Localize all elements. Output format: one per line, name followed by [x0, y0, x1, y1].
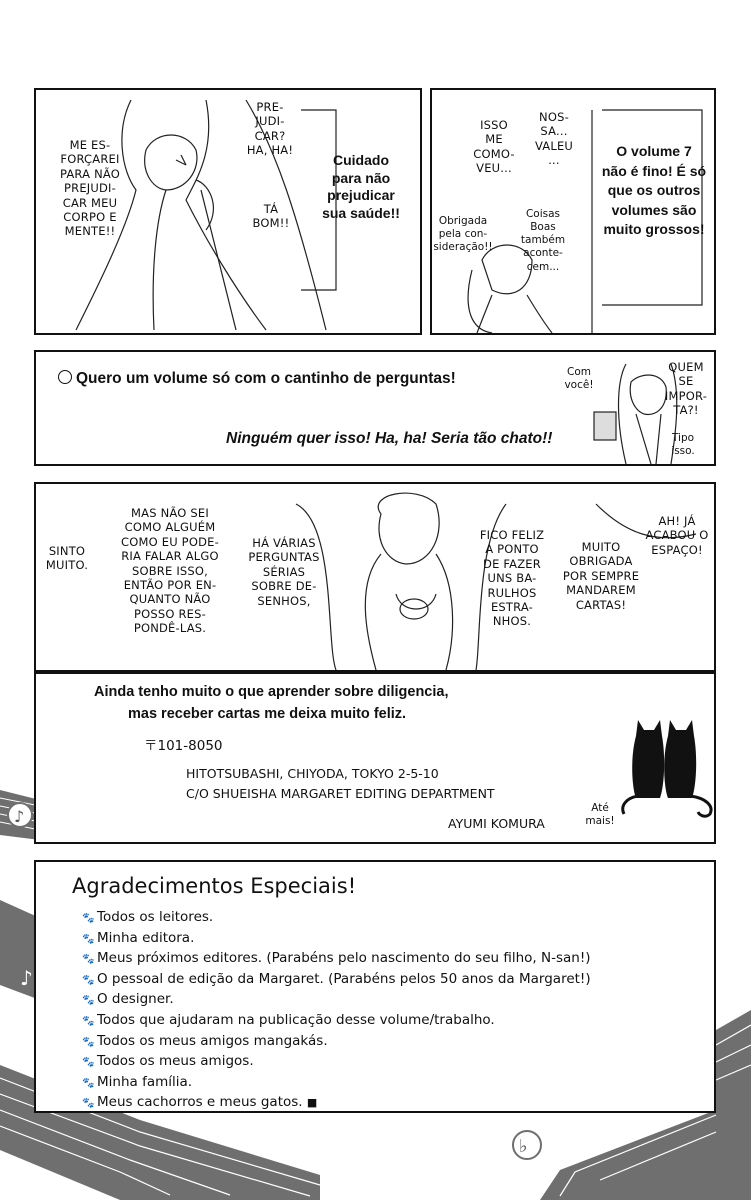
list-item-text: Todos os leitores. — [97, 909, 214, 925]
speech-bubble-ah-ja: AH! JÁ ACABOU O ESPAÇO! — [645, 514, 709, 557]
speech-bubble-mas-nao: MAS NÃO SEI COMO ALGUÉM COMO EU PODE- RIA FALAR ALGO SOBRE ISSO, ENTÃO POR EN- QUANTO NÃO POSSO RES- PONDÊ-LAS. — [121, 506, 219, 635]
paw-icon: 🐾 — [82, 1015, 95, 1027]
panel-3-question — [34, 350, 716, 466]
list-item — [82, 949, 591, 970]
address-line-1: HITOTSUBASHI, CHIYODA, TOKYO 2-5-10 — [186, 766, 439, 781]
dog-icon: ■ — [306, 1096, 318, 1110]
speech-com-voce: Com você! — [564, 366, 594, 392]
speech-bubble-ha-varias: HÁ VÁRIAS PERGUNTAS SÉRIAS SOBRE DE- SENHOS, — [248, 536, 320, 608]
list-item-text: Minha família. — [97, 1073, 193, 1090]
list-item — [82, 1011, 591, 1032]
cats-silhouette-icon — [620, 718, 716, 818]
paw-icon: 🐾 — [82, 954, 95, 966]
speech-coisas: Coisas Boas também aconte- cem... — [520, 208, 566, 273]
question-label: Quero um volume só com o cantinho de perguntas! — [76, 370, 456, 387]
postal-code: 〒101-8050 — [144, 738, 223, 754]
list-item — [82, 1093, 591, 1114]
speech-bubble-nossa: NOS- SA... VALEU ... — [534, 110, 574, 168]
speech-bubble-quem-se: QUEM SE IMPOR- TA?! — [664, 360, 708, 418]
speech-bubble-isso-me: ISSO ME COMO- VEU... — [473, 118, 515, 176]
speech-bubble-prejudicar: PRE- JUDI- CAR? HA, HA! — [246, 100, 294, 158]
paw-icon: 🐾 — [82, 913, 95, 924]
thanks-list — [82, 908, 591, 1114]
list-item-text: Minha editora. — [97, 929, 195, 946]
list-item — [82, 990, 591, 1011]
speech-tipo-isso: Tipo isso. — [671, 432, 695, 458]
panel-5-address — [34, 672, 716, 844]
paw-icon: 🐾 — [82, 1077, 95, 1089]
list-item — [82, 970, 591, 991]
speech-bubble-me-esforcarei: ME ES- FORÇAREI PARA NÃO PREJUDI- CAR MEU CORPO E MENTE!! — [59, 138, 121, 239]
panel-6-thanks — [34, 860, 716, 1113]
narration-cuidado: Cuidado para não prejudicar sua saúde!! — [322, 152, 400, 221]
list-item — [82, 1073, 591, 1094]
list-item — [82, 929, 591, 950]
speech-ate-mais: Até mais! — [585, 802, 615, 828]
list-item — [82, 908, 591, 929]
paw-icon: 🐾 — [82, 1057, 95, 1069]
circle-icon — [58, 370, 72, 384]
narration-volume7: O volume 7 não é fino! É só que os outros volumes são muito grossos! — [601, 143, 707, 238]
panel-2 — [430, 88, 716, 335]
svg-text:♭: ♭ — [519, 1136, 528, 1157]
list-item-text: Meus próximos editores. (Parabéns pelo nascimento do seu filho, N-san!) — [97, 950, 591, 967]
address-line-2: C/O SHUEISHA MARGARET EDITING DEPARTMENT — [186, 786, 495, 801]
speech-obrigada: Obrigada pela con- sideração!! — [433, 215, 493, 254]
list-item-text: Todos os meus amigos mangakás. — [97, 1032, 328, 1049]
list-item — [82, 1032, 591, 1053]
paw-icon: 🐾 — [82, 1098, 95, 1110]
answer-text: Ninguém quer isso! Ha, ha! Seria tão chato!! — [226, 430, 553, 447]
panel-1 — [34, 88, 422, 335]
paw-icon: 🐾 — [82, 933, 95, 945]
list-item-text: O designer. — [97, 991, 174, 1008]
list-item — [82, 1052, 591, 1073]
speech-bubble-sinto: SINTO MUITO. — [45, 544, 89, 573]
thanks-title: Agradecimentos Especiais! — [72, 874, 357, 898]
list-item-text: O pessoal de edição da Margaret. (Parabéns pelos 50 anos da Margaret!) — [97, 970, 591, 987]
list-item-text: Todos os meus amigos. — [97, 1053, 254, 1070]
message-line-2: mas receber cartas me deixa muito feliz. — [128, 706, 407, 722]
list-item-text: Meus cachorros e meus gatos. — [97, 1094, 303, 1111]
speech-bubble-fico-feliz: FICO FELIZ A PONTO DE FAZER UNS BA- RULHOS ESTRA- NHOS. — [479, 528, 545, 629]
question-text — [58, 370, 456, 388]
message-line-1: Ainda tenho muito o que aprender sobre diligencia, — [94, 684, 449, 700]
panel-4 — [34, 482, 716, 672]
svg-text:♪: ♪ — [20, 966, 33, 990]
speech-bubble-ta-bom: TÁ BOM!! — [252, 202, 290, 231]
svg-text:♪: ♪ — [14, 807, 25, 826]
paw-icon: 🐾 — [82, 995, 95, 1007]
list-item-text: Todos que ajudaram na publicação desse volume/trabalho. — [97, 1011, 495, 1028]
paw-icon: 🐾 — [82, 1036, 95, 1048]
paw-icon: 🐾 — [82, 974, 95, 986]
speech-bubble-muito-obrigada: MUITO OBRIGADA POR SEMPRE MANDAREM CARTAS! — [562, 540, 640, 612]
author-name: AYUMI KOMURA — [448, 816, 545, 831]
